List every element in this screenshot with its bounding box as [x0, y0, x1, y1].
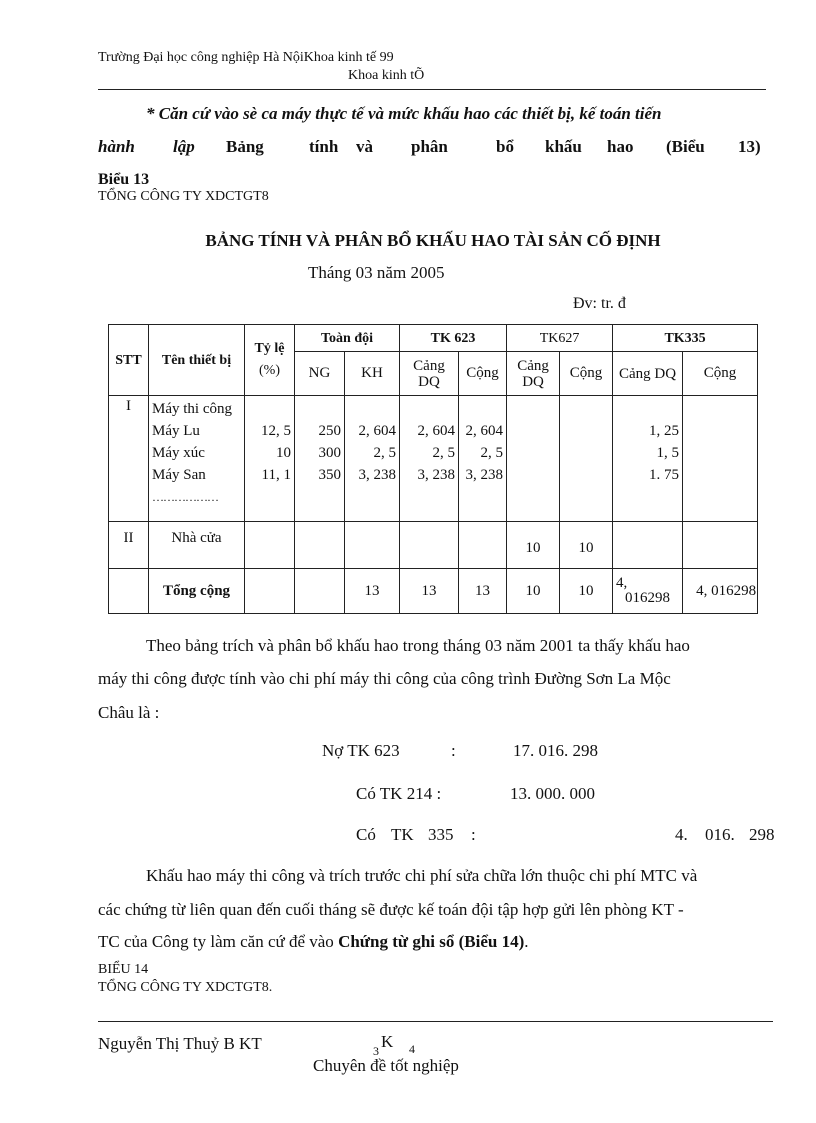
para2-line1: Khấu hao máy thi công và trích trước chi phí sửa chữa lớn thuộc chi phí MTC và — [146, 866, 698, 885]
total-tk627-dq: 10 — [507, 569, 560, 614]
intro-word: 13) — [738, 137, 761, 156]
row1-tk627-dq — [507, 396, 560, 522]
row1-tk623-dq-value: 3, 238 — [417, 467, 456, 483]
total-tk627-cong: 10 — [560, 569, 613, 614]
row2-tk335-cong — [683, 522, 758, 569]
row1-tk623-dq — [400, 396, 459, 522]
total-tk623-dq: 13 — [400, 569, 459, 614]
entry-co2-colon: : — [471, 825, 476, 844]
intro-word: tính — [309, 137, 339, 156]
intro-word: bổ — [496, 137, 514, 156]
intro-word: Bảng — [226, 137, 264, 156]
row1-ng-value: 350 — [318, 467, 341, 483]
row1-tk623-cong-value — [462, 398, 503, 420]
para1-line1: Theo bảng trích và phân bổ khấu hao trong tháng 03 năm 2001 ta thấy khấu hao — [146, 636, 690, 655]
entry-no-value: 17. 016. 298 — [513, 741, 598, 760]
bieu14-company: TỔNG CÔNG TY XDCTGT8. — [98, 980, 273, 995]
col-tk335-dq: Cảng DQ — [613, 352, 683, 396]
row1-ng-value — [298, 398, 341, 420]
group-tk627: TK627 — [507, 325, 613, 352]
row1-tk335-dq-value: 1, 25 — [649, 423, 680, 439]
intro-line2 — [98, 137, 766, 159]
col-tk627-dq: Cảng DQ — [507, 352, 560, 396]
row1-tyle-value — [248, 398, 291, 420]
row1-tyle-value: 10 — [276, 445, 291, 461]
row1-name: Máy San — [152, 467, 206, 483]
table-row — [109, 522, 758, 569]
entry-co1-value: 13. 000. 000 — [510, 784, 595, 803]
para1-line3: Châu là : — [98, 703, 160, 722]
row1-tk623-dq-value: 2, 604 — [417, 423, 456, 439]
row1-tyle-value: 11, 1 — [261, 467, 291, 483]
total-tk335-dq-a: 4, — [616, 575, 628, 591]
row1-name: Máy xúc — [152, 445, 205, 461]
total-tk335-dq-b: 016298 — [625, 590, 671, 606]
para2-line3-c: . — [524, 932, 529, 951]
col-tk623-dq: Cảng DQ — [400, 352, 459, 396]
intro-word: phân — [411, 137, 448, 156]
total-tk623-cong: 13 — [459, 569, 507, 614]
group-tk335: TK335 — [613, 325, 758, 352]
footer-thesis: Chuyên đề tốt nghiệp — [313, 1056, 459, 1075]
row1-name: Máy Lu — [152, 423, 200, 439]
col-tyle-line2: (%) — [259, 363, 280, 378]
intro-line1: * Căn cứ vào sè ca máy thực tế và mức khấu hao các thiết bị, kế toán tiến — [146, 104, 662, 123]
row1-tk623-cong-value: 2, 604 — [465, 423, 504, 439]
col-ten: Tên thiết bị — [149, 325, 245, 396]
row1-kh-value: 2, 5 — [373, 445, 397, 461]
row1-tk335-cong — [683, 396, 758, 522]
header-rule — [98, 89, 766, 90]
row2-name: Nhà cửa — [149, 522, 245, 569]
entry-no-colon: : — [451, 741, 456, 760]
footer-author: Nguyễn Thị Thuỷ B KT — [98, 1034, 262, 1053]
bieu13-label: Biểu 13 — [98, 171, 150, 188]
col-tk335-cong: Cộng — [683, 352, 758, 396]
total-label: Tổng cộng — [149, 569, 245, 614]
row1-names — [149, 396, 245, 522]
row2-tk623-dq — [400, 522, 459, 569]
row1-name: ……………… — [152, 490, 218, 504]
row1-ng-value: 300 — [318, 445, 341, 461]
entry-co2-v2: 016. — [705, 825, 735, 844]
row1-tk623-dq-value — [403, 398, 455, 420]
row1-kh — [345, 396, 400, 522]
row2-tk623-cong — [459, 522, 507, 569]
intro-word: lập — [173, 137, 195, 156]
row1-ng-value: 250 — [318, 423, 341, 439]
col-tk623-cong: Cộng — [459, 352, 507, 396]
row1-tk627-cong — [560, 396, 613, 522]
row1-kh-value — [348, 398, 396, 420]
col-ng: NG — [295, 352, 345, 396]
row1-tk623-cong — [459, 396, 507, 522]
entry-co2-v1: 4. — [675, 825, 688, 844]
intro-word: khấu — [545, 137, 582, 156]
col-tk627-cong: Cộng — [560, 352, 613, 396]
row1-kh-value: 3, 238 — [358, 467, 397, 483]
entry-co2-num: 335 — [428, 825, 454, 844]
para2-line3-bold: Chứng từ ghi sổ (Biểu 14) — [338, 932, 525, 951]
total-ng — [295, 569, 345, 614]
intro-word: hành — [98, 137, 135, 156]
row2-kh — [345, 522, 400, 569]
para1-line2: máy thi công được tính vào chi phí máy thi công của công trình Đường Sơn La Mộc — [98, 669, 671, 688]
intro-word: (Biểu — [666, 137, 705, 156]
row1-tyle-value: 12, 5 — [261, 423, 291, 439]
row2-tyle — [245, 522, 295, 569]
para2-line3 — [98, 932, 529, 952]
depreciation-table — [108, 324, 758, 614]
total-stt — [109, 569, 149, 614]
row2-ng — [295, 522, 345, 569]
footer-k: K — [381, 1032, 394, 1051]
col-kh: KH — [345, 352, 400, 396]
row2-tk627-cong: 10 — [560, 522, 613, 569]
row1-tk335-dq-value — [616, 398, 679, 420]
total-kh: 13 — [345, 569, 400, 614]
bieu13-company: TỔNG CÔNG TY XDCTGT8 — [98, 189, 269, 204]
entry-no-label: Nợ TK 623 — [322, 741, 400, 760]
entry-co2-tk: TK — [391, 825, 414, 844]
row2-stt: II — [109, 522, 149, 569]
intro-word: và — [356, 137, 373, 156]
row1-name: Máy thi công — [152, 401, 232, 417]
group-toandoi: Toàn đội — [295, 325, 400, 352]
row1-tyle — [245, 396, 295, 522]
total-tk335-dq — [613, 569, 683, 614]
row1-tk335-dq-value: 1. 75 — [649, 467, 680, 483]
table-unit: Đv: tr. đ — [573, 295, 626, 312]
bieu14-label: BIỂU 14 — [98, 962, 149, 977]
table-title: BẢNG TÍNH VÀ PHÂN BỔ KHẤU HAO TÀI SẢN CỐ ĐỊNH — [205, 231, 661, 250]
row1-tk623-dq-value: 2, 5 — [432, 445, 456, 461]
group-tk623: TK 623 — [400, 325, 507, 352]
col-tyle — [245, 325, 295, 396]
entry-co2-v3: 298 — [749, 825, 775, 844]
footer-sub3: 3 — [373, 1044, 379, 1058]
row1-tk623-cong-value: 3, 238 — [465, 467, 504, 483]
col-tyle-line1: Tỷ lệ — [254, 341, 285, 356]
header-school: Trường Đại học công nghiệp Hà NộiKhoa kinh tế 99 — [98, 50, 394, 65]
table-period: Tháng 03 năm 2005 — [308, 263, 445, 282]
col-stt: STT — [109, 325, 149, 396]
entry-co2-co: Có — [356, 825, 376, 844]
row1-tk335-dq-value: 1, 5 — [656, 445, 680, 461]
row2-tk335-dq — [613, 522, 683, 569]
para2-line3-a: TC của Công ty làm căn cứ để vào — [98, 932, 339, 951]
row1-tk335-dq — [613, 396, 683, 522]
header-faculty: Khoa kinh tÕ — [348, 68, 425, 83]
total-tyle — [245, 569, 295, 614]
row1-tk623-cong-value: 2, 5 — [480, 445, 504, 461]
table-total-row — [109, 569, 758, 614]
para2-line2: các chứng từ liên quan đến cuối tháng sẽ được kế toán đội tập hợp gửi lên phòng KT - — [98, 900, 684, 919]
total-tk335-cong: 4, 016298 — [683, 569, 758, 614]
footer-rule — [98, 1021, 773, 1022]
row1-stt: I — [109, 396, 149, 522]
footer-sub4: 4 — [409, 1042, 415, 1056]
row1-kh-value: 2, 604 — [358, 423, 397, 439]
table-row — [109, 396, 758, 522]
row2-tk627-dq: 10 — [507, 522, 560, 569]
table-header-row — [109, 325, 758, 352]
intro-word: hao — [607, 137, 634, 156]
entry-co1-label: Có TK 214 : — [356, 784, 442, 803]
row1-ng — [295, 396, 345, 522]
